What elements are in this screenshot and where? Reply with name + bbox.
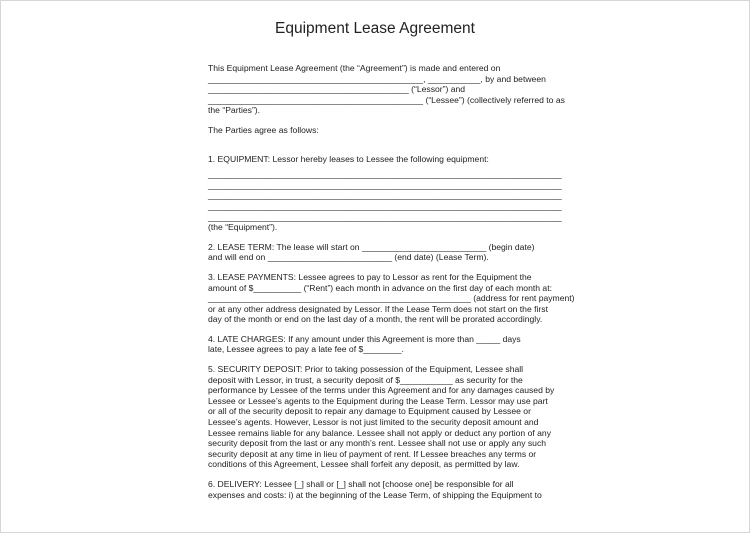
blank-line: __________________________________________________________________________ bbox=[208, 200, 562, 211]
section-line: security deposit at any time in lieu of payment of rent. If Lessee breaches any terms or bbox=[208, 448, 537, 459]
section-line: 4. LATE CHARGES: If any amount under this Agreement is more than _____ days bbox=[208, 333, 521, 344]
section-line: deposit with Lessor, in trust, a security deposit of $___________ as security for the bbox=[208, 374, 523, 385]
intro-line: This Equipment Lease Agreement (the “Agreement”) is made and entered on bbox=[208, 63, 501, 73]
blank-line: __________________________________________________________________________ bbox=[208, 179, 562, 190]
section-line: 2. LEASE TERM: The lease will start on __________________________ (begin date) bbox=[208, 241, 535, 252]
section-line: security deposit from the last or any month’s rent. Lessee shall not use or apply any such bbox=[208, 438, 547, 449]
section-line: _______________________________________________________ (address for rent payment) bbox=[208, 293, 575, 304]
intro-line: the “Parties”). bbox=[208, 105, 261, 116]
section-security-deposit bbox=[208, 364, 578, 470]
intro-line: __________________________________________ (“Lessor”) and bbox=[208, 84, 466, 95]
document-title: Equipment Lease Agreement bbox=[275, 20, 475, 37]
section-heading: 1. EQUIPMENT: Lessor hereby leases to Lessee the following equipment: bbox=[208, 153, 489, 164]
section-line: Lessee’s agents. However, Lessor is not just limited to the security deposit amount and bbox=[208, 417, 539, 428]
section-equipment bbox=[208, 154, 578, 233]
section-late-charges bbox=[208, 334, 578, 355]
section-delivery bbox=[208, 479, 578, 500]
section-line: 6. DELIVERY: Lessee [_] shall or [_] shall not [choose one] be responsible for all bbox=[208, 479, 514, 489]
section-line: amount of $__________ (“Rent”) each month in advance on the first day of each month at: bbox=[208, 282, 552, 293]
section-line: 5. SECURITY DEPOSIT: Prior to taking possession of the Equipment, Lessee shall bbox=[208, 364, 524, 375]
intro-line: _____________________________________________, ___________, by and between bbox=[208, 73, 546, 84]
agree-line: The Parties agree as follows: bbox=[208, 124, 319, 135]
section-lease-payments bbox=[208, 272, 578, 325]
section-line: or all of the security deposit to repair any damage to Equipment caused by Lessee or bbox=[208, 406, 531, 417]
section-line: and will end on __________________________ (end date) (Lease Term). bbox=[208, 252, 489, 263]
section-line: 3. LEASE PAYMENTS: Lessee agrees to pay to Lessor as rent for the Equipment the bbox=[208, 271, 532, 282]
blank-line: __________________________________________________________________________ bbox=[208, 211, 562, 222]
section-line: expenses and costs: i) at the beginning of the Lease Term, of shipping the Equipment to bbox=[208, 489, 542, 500]
blank-line: __________________________________________________________________________ bbox=[208, 169, 562, 180]
intro-paragraph bbox=[208, 63, 578, 116]
section-line: day of the month or end on the last day of a month, the rent will be prorated accordingly. bbox=[208, 314, 543, 325]
section-line: or at any other address designated by Lessor. If the Lease Term does not start on the first bbox=[208, 303, 548, 314]
section-line: Lessee remains liable for any balance. Lessee shall not apply or deduct any portion of any bbox=[208, 427, 552, 438]
section-line: late, Lessee agrees to pay a late fee of $________. bbox=[208, 344, 404, 355]
section-line: performance by Lessee of the terms under this Agreement and for any damages caused by bbox=[208, 385, 555, 396]
intro-line: _____________________________________________ (“Lessee”) (collectively referred to as bbox=[208, 94, 565, 105]
document-body bbox=[208, 63, 578, 500]
section-line: conditions of this Agreement, Lessee shall forfeit any deposit, as permitted by law. bbox=[208, 459, 520, 470]
section-line: Lessee or Lessee’s agents to the Equipment during the Lease Term. Lessor may use part bbox=[208, 395, 548, 406]
section-lease-term bbox=[208, 242, 578, 263]
section-line: (the “Equipment”). bbox=[208, 222, 278, 233]
blank-line: __________________________________________________________________________ bbox=[208, 190, 562, 201]
